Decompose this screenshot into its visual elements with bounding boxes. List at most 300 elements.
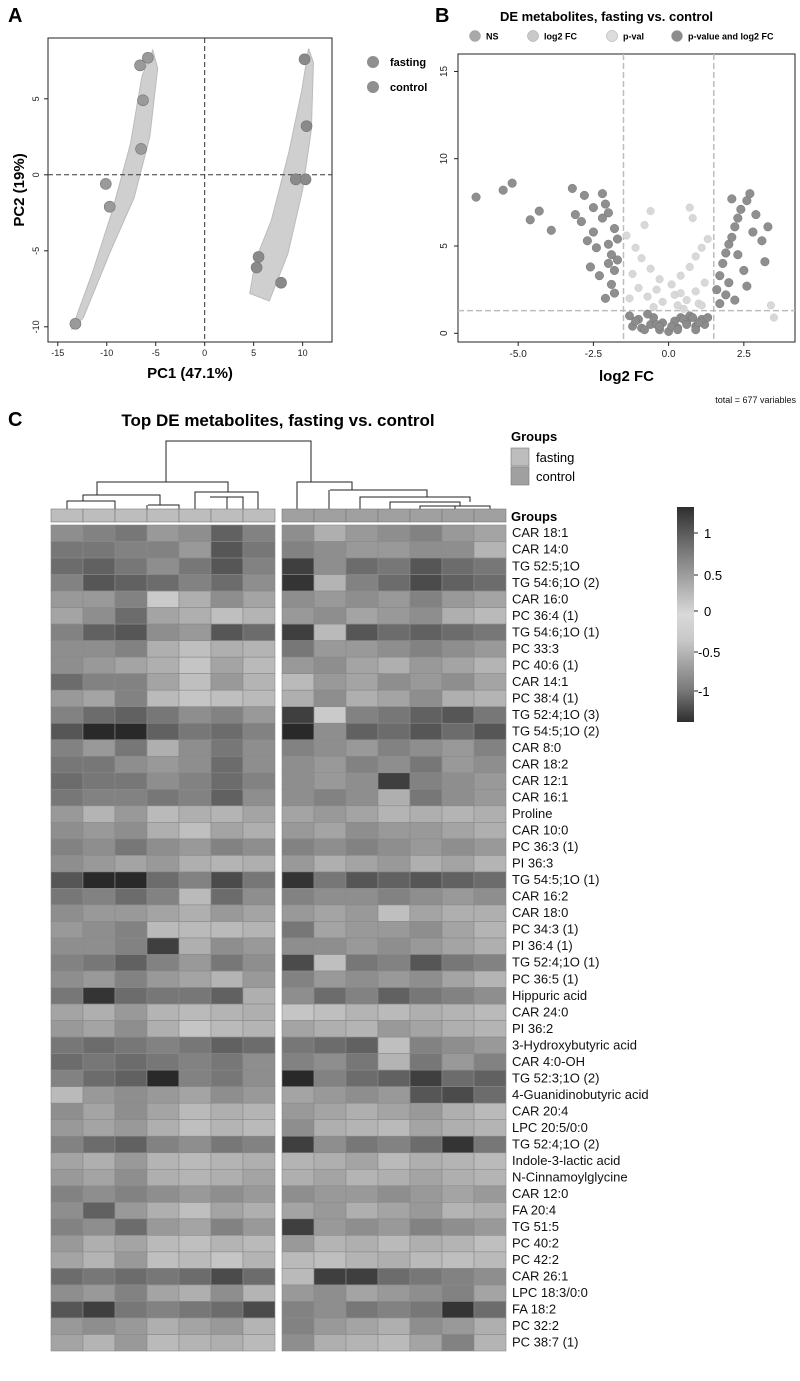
heatmap-cell	[314, 591, 346, 608]
heatmap-cell	[115, 723, 147, 740]
heatmap-cell	[282, 888, 314, 905]
pval-point	[692, 253, 700, 261]
pval-point	[698, 244, 706, 252]
heatmap-cell	[243, 608, 275, 625]
colorbar	[677, 507, 694, 722]
heatmap-cell	[442, 1037, 474, 1054]
group-cell-fasting	[115, 509, 147, 522]
heatmap-cell	[179, 921, 211, 938]
heatmap-cell	[179, 1301, 211, 1318]
heatmap-cell	[83, 657, 115, 674]
heatmap-cell	[282, 1021, 314, 1038]
pval-point	[698, 302, 706, 310]
heatmap-cell	[410, 707, 442, 724]
heatmap-cell	[83, 690, 115, 707]
heatmap-cell	[442, 1186, 474, 1203]
colorbar-tick-label: 0.5	[704, 568, 723, 583]
pval-point	[680, 305, 688, 313]
significant-point	[499, 186, 508, 195]
heatmap-cell	[179, 723, 211, 740]
volcano-legend-label: p-val	[623, 31, 645, 42]
ns-point	[643, 310, 651, 318]
heatmap-cell	[346, 674, 378, 691]
heatmap-cell	[115, 1235, 147, 1252]
heatmap-cell	[474, 872, 506, 889]
heatmap-cell	[115, 988, 147, 1005]
fasting-point	[70, 318, 81, 329]
control-point	[299, 54, 310, 65]
heatmap-cell	[83, 1169, 115, 1186]
heatmap-cell	[442, 1120, 474, 1137]
heatmap-cell	[147, 707, 179, 724]
heatmap-cell	[51, 591, 83, 608]
heatmap-cell	[442, 674, 474, 691]
heatmap-cell	[243, 591, 275, 608]
pval-point	[692, 288, 700, 296]
pval-point	[629, 270, 637, 278]
heatmap-cell	[147, 1037, 179, 1054]
heatmap-cell	[83, 971, 115, 988]
heatmap-cell	[378, 839, 410, 856]
heatmap-cell	[314, 1318, 346, 1335]
heatmap-cell	[474, 839, 506, 856]
heatmap-cell	[243, 773, 275, 790]
heatmap-cell	[282, 1268, 314, 1285]
significant-point	[571, 210, 580, 219]
heatmap-cell	[179, 1186, 211, 1203]
heatmap-cell	[211, 591, 243, 608]
heatmap-cell	[211, 1169, 243, 1186]
heatmap-cell	[211, 806, 243, 823]
heatmap-cell	[314, 806, 346, 823]
heatmap-cell	[83, 1070, 115, 1087]
heatmap-cell	[474, 1087, 506, 1104]
heatmap-cell	[346, 1070, 378, 1087]
heatmap-cell	[243, 1301, 275, 1318]
heatmap-cell	[474, 905, 506, 922]
heatmap-cell	[243, 839, 275, 856]
heatmap-cell	[115, 1169, 147, 1186]
significant-point	[604, 259, 613, 268]
heatmap-cell	[378, 971, 410, 988]
heatmap-cell	[211, 1153, 243, 1170]
heatmap-cell	[442, 938, 474, 955]
groups-legend-swatch-fasting	[511, 448, 529, 466]
heatmap-cell	[51, 575, 83, 592]
heatmap-cell	[83, 938, 115, 955]
heatmap-cell	[179, 756, 211, 773]
heatmap-cell	[51, 872, 83, 889]
heatmap-cell	[147, 872, 179, 889]
heatmap-cell	[314, 641, 346, 658]
heatmap-cell	[147, 723, 179, 740]
heatmap-cell	[83, 1087, 115, 1104]
heatmap-cell	[378, 1186, 410, 1203]
heatmap-cell	[243, 740, 275, 757]
heatmap-cell	[474, 888, 506, 905]
heatmap-cell	[147, 773, 179, 790]
significant-point	[718, 259, 727, 268]
heatmap-cell	[243, 542, 275, 559]
heatmap-cell	[474, 1219, 506, 1236]
heatmap-cell	[410, 1334, 442, 1351]
panel-letter-c: C	[8, 409, 23, 431]
heatmap-cell	[147, 1186, 179, 1203]
heatmap-cell	[410, 1301, 442, 1318]
heatmap-cell	[346, 756, 378, 773]
heatmap-cell	[179, 988, 211, 1005]
heatmap-cell	[83, 806, 115, 823]
heatmap-cell	[179, 938, 211, 955]
heatmap-cell	[282, 1153, 314, 1170]
heatmap-cell	[282, 1070, 314, 1087]
heatmap-cell	[474, 806, 506, 823]
heatmap-cell	[346, 955, 378, 972]
heatmap-cell	[147, 839, 179, 856]
heatmap-cell	[282, 905, 314, 922]
heatmap-cell	[314, 1202, 346, 1219]
colorbar-tick-label: 1	[704, 526, 712, 541]
heatmap-cell	[442, 872, 474, 889]
heatmap-cell	[442, 1169, 474, 1186]
significant-point	[712, 285, 721, 294]
heatmap-cell	[410, 641, 442, 658]
heatmap-cell	[243, 707, 275, 724]
heatmap-cell	[115, 971, 147, 988]
heatmap-cell	[282, 707, 314, 724]
heatmap-cell	[211, 872, 243, 889]
heatmap-cell	[51, 888, 83, 905]
group-cell-fasting	[211, 509, 243, 522]
significant-point	[761, 257, 770, 266]
heatmap-cell	[83, 740, 115, 757]
heatmap-cell	[282, 1301, 314, 1318]
significant-point	[610, 266, 619, 275]
group-cell-fasting	[51, 509, 83, 522]
heatmap-cell	[115, 839, 147, 856]
heatmap-cell	[243, 674, 275, 691]
pca-ytick-label: -5	[31, 246, 41, 255]
control-point	[251, 262, 262, 273]
heatmap-cell	[314, 1169, 346, 1186]
significant-point	[610, 224, 619, 233]
heatmap-cell	[442, 707, 474, 724]
group-cell-control	[378, 509, 410, 522]
heatmap-cell	[83, 855, 115, 872]
heatmap-cell	[474, 525, 506, 542]
heatmap-cell	[83, 1136, 115, 1153]
group-cell-fasting	[147, 509, 179, 522]
heatmap-cell	[282, 756, 314, 773]
heatmap-cell	[115, 525, 147, 542]
heatmap-cell	[474, 938, 506, 955]
heatmap-cell	[474, 558, 506, 575]
heatmap-cell	[115, 558, 147, 575]
heatmap-cell	[346, 1252, 378, 1269]
heatmap-cell	[474, 641, 506, 658]
heatmap-cell	[179, 1318, 211, 1335]
heatmap-cell	[51, 690, 83, 707]
heatmap-cell	[410, 558, 442, 575]
heatmap-cell	[410, 542, 442, 559]
heatmap-cell	[179, 1087, 211, 1104]
heatmap-cell	[211, 1004, 243, 1021]
heatmap-cell	[282, 1285, 314, 1302]
heatmap-row-label: CAR 20:4	[512, 1103, 569, 1119]
heatmap-cell	[346, 1219, 378, 1236]
significant-point	[728, 195, 737, 204]
heatmap-cell	[243, 789, 275, 806]
heatmap-cell	[442, 525, 474, 542]
heatmap-cell	[346, 525, 378, 542]
control-point	[276, 277, 287, 288]
heatmap-cell	[211, 855, 243, 872]
heatmap-cell	[378, 938, 410, 955]
heatmap-cell	[243, 955, 275, 972]
heatmap-cell	[51, 641, 83, 658]
heatmap-cell	[51, 1186, 83, 1203]
heatmap-cell	[83, 575, 115, 592]
heatmap-cell	[147, 525, 179, 542]
heatmap-cell	[378, 888, 410, 905]
volcano-legend-label: NS	[486, 31, 499, 42]
heatmap-cell	[179, 558, 211, 575]
heatmap-cell	[442, 756, 474, 773]
heatmap-cell	[282, 1334, 314, 1351]
pval-point	[668, 281, 676, 289]
heatmap-cell	[51, 1054, 83, 1071]
heatmap-cell	[147, 1334, 179, 1351]
heatmap-cell	[346, 1334, 378, 1351]
heatmap-cell	[51, 1136, 83, 1153]
heatmap-row-label: PC 38:7 (1)	[512, 1334, 579, 1350]
significant-point	[601, 200, 610, 209]
heatmap-cell	[346, 1169, 378, 1186]
heatmap-cell	[474, 624, 506, 641]
heatmap-cell	[179, 1219, 211, 1236]
significant-point	[740, 266, 749, 275]
heatmap-cell	[474, 1318, 506, 1335]
heatmap-cell	[410, 723, 442, 740]
pval-point	[656, 275, 664, 283]
heatmap-cell	[314, 1334, 346, 1351]
heatmap-cell	[474, 1169, 506, 1186]
heatmap-cell	[474, 1252, 506, 1269]
heatmap-cell	[211, 822, 243, 839]
heatmap-row-label: PI 36:4 (1)	[512, 938, 573, 954]
heatmap-cell	[282, 1037, 314, 1054]
heatmap-cell	[346, 988, 378, 1005]
significant-point	[604, 240, 613, 249]
heatmap-cell	[211, 690, 243, 707]
legend-fasting-marker	[367, 56, 379, 68]
heatmap-cell	[243, 822, 275, 839]
significant-point	[737, 205, 746, 214]
heatmap-row-label: CAR 12:0	[512, 1186, 569, 1202]
heatmap-cell	[51, 542, 83, 559]
heatmap-cell	[179, 525, 211, 542]
heatmap-cell	[410, 1054, 442, 1071]
heatmap-cell	[442, 1334, 474, 1351]
heatmap-cell	[410, 1037, 442, 1054]
heatmap-cell	[243, 641, 275, 658]
heatmap-cell	[410, 773, 442, 790]
heatmap-cell	[115, 1103, 147, 1120]
heatmap-cell	[211, 1054, 243, 1071]
heatmap-cell	[442, 1202, 474, 1219]
volcano-legend-marker	[470, 31, 481, 42]
heatmap-cell	[282, 955, 314, 972]
heatmap-cell	[243, 756, 275, 773]
heatmap-cell	[346, 1054, 378, 1071]
heatmap-cell	[314, 1120, 346, 1137]
heatmap-cell	[83, 921, 115, 938]
pval-point	[704, 235, 712, 243]
heatmap-cell	[346, 1087, 378, 1104]
heatmap-cell	[51, 1169, 83, 1186]
heatmap-cell	[474, 1037, 506, 1054]
pval-point	[677, 289, 685, 297]
heatmap-row-label: TG 51:5	[512, 1219, 559, 1235]
heatmap-cell	[243, 1153, 275, 1170]
heatmap-cell	[243, 971, 275, 988]
heatmap-cell	[442, 988, 474, 1005]
volcano-ytick-label: 0	[439, 330, 450, 337]
heatmap-cell	[442, 624, 474, 641]
heatmap-cell	[115, 1021, 147, 1038]
heatmap-cell	[147, 1268, 179, 1285]
heatmap-cell	[378, 1219, 410, 1236]
volcano-ytick-label: 5	[439, 243, 450, 249]
heatmap-cell	[442, 608, 474, 625]
heatmap-cell	[115, 1301, 147, 1318]
fasting-point	[142, 52, 153, 63]
significant-point	[508, 179, 517, 188]
significant-point	[715, 299, 724, 308]
heatmap-cell	[147, 641, 179, 658]
heatmap-cell	[346, 624, 378, 641]
panel-letter-a: A	[8, 5, 23, 27]
heatmap-cell	[378, 872, 410, 889]
heatmap-cell	[243, 1318, 275, 1335]
heatmap-cell	[442, 690, 474, 707]
heatmap-cell	[211, 1285, 243, 1302]
heatmap-cell	[314, 938, 346, 955]
heatmap-cell	[378, 1301, 410, 1318]
significant-point	[607, 280, 616, 289]
heatmap-cell	[179, 690, 211, 707]
heatmap-cell	[179, 1037, 211, 1054]
heatmap-cell	[147, 971, 179, 988]
heatmap-cell	[83, 1318, 115, 1335]
significant-point	[589, 228, 598, 237]
heatmap-cell	[147, 1235, 179, 1252]
heatmap-cell	[83, 839, 115, 856]
heatmap-cell	[314, 723, 346, 740]
heatmap-cell	[474, 674, 506, 691]
heatmap-cell	[314, 921, 346, 938]
significant-point	[535, 207, 544, 216]
significant-point	[589, 203, 598, 212]
heatmap-cell	[147, 657, 179, 674]
heatmap-cell	[83, 1153, 115, 1170]
heatmap-cell	[346, 773, 378, 790]
heatmap-cell	[243, 1136, 275, 1153]
heatmap-cell	[378, 806, 410, 823]
heatmap-cell	[410, 1235, 442, 1252]
heatmap-cell	[378, 1202, 410, 1219]
heatmap-cell	[51, 723, 83, 740]
heatmap-cell	[378, 1268, 410, 1285]
heatmap-cell	[442, 806, 474, 823]
heatmap-cell	[51, 740, 83, 757]
heatmap-cell	[282, 674, 314, 691]
dendrogram-branch	[67, 501, 115, 510]
heatmap-cell	[211, 921, 243, 938]
heatmap-cell	[282, 740, 314, 757]
pca-xtick-label: -10	[100, 348, 114, 358]
heatmap-cell	[51, 1087, 83, 1104]
heatmap-cell	[378, 1334, 410, 1351]
volcano-plot	[439, 9, 796, 405]
heatmap-cell	[346, 806, 378, 823]
heatmap-cell	[410, 657, 442, 674]
heatmap-cell	[51, 822, 83, 839]
heatmap-cell	[378, 1021, 410, 1038]
heatmap-cell	[410, 624, 442, 641]
heatmap-cell	[83, 624, 115, 641]
groups-legend-swatch-control	[511, 467, 529, 485]
heatmap-cell	[410, 1318, 442, 1335]
heatmap-cell	[115, 1037, 147, 1054]
volcano-x-title: log2 FC	[599, 368, 654, 385]
groups-legend-label-fasting: fasting	[536, 450, 575, 465]
heatmap-cell	[282, 723, 314, 740]
heatmap-cell	[314, 1103, 346, 1120]
pval-point	[689, 214, 697, 222]
heatmap-cell	[147, 1054, 179, 1071]
dendrogram-branch	[83, 495, 160, 505]
heatmap-cell	[51, 525, 83, 542]
volcano-xtick-label: -5.0	[509, 349, 527, 360]
heatmap-cell	[211, 1202, 243, 1219]
heatmap-cell	[211, 905, 243, 922]
heatmap-cell	[410, 1268, 442, 1285]
heatmap-row-label: CAR 10:0	[512, 822, 569, 838]
heatmap-cell	[410, 1202, 442, 1219]
heatmap-cell	[211, 1037, 243, 1054]
heatmap-cell	[346, 888, 378, 905]
heatmap-cell	[211, 1070, 243, 1087]
heatmap-cell	[346, 1318, 378, 1335]
pval-point	[659, 298, 667, 306]
heatmap-cell	[410, 1004, 442, 1021]
heatmap-cell	[410, 806, 442, 823]
heatmap-cell	[51, 839, 83, 856]
heatmap-cell	[474, 1334, 506, 1351]
heatmap-cell	[346, 690, 378, 707]
heatmap-row-label: TG 52:4;1O (1)	[512, 954, 600, 970]
heatmap-row-label: CAR 18:1	[512, 525, 569, 541]
heatmap-cell	[179, 1235, 211, 1252]
ns-point	[625, 312, 633, 320]
heatmap-cell	[51, 1301, 83, 1318]
heatmap-cell	[179, 1021, 211, 1038]
heatmap-cell	[346, 872, 378, 889]
heatmap-cell	[442, 905, 474, 922]
heatmap-cell	[378, 657, 410, 674]
heatmap-cell	[243, 988, 275, 1005]
